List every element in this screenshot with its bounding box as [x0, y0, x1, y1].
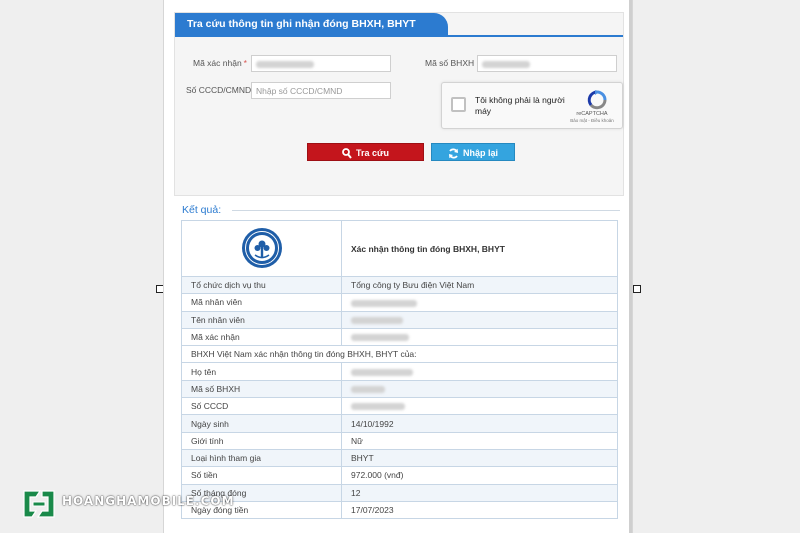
captcha-code-label: Mã xác nhận *	[193, 58, 247, 68]
lookup-page	[163, 0, 633, 533]
id-number-label: Số CCCD/CMND	[186, 85, 252, 95]
results-title: Xác nhận thông tin đóng BHXH, BHYT	[351, 243, 505, 254]
table-row	[182, 294, 618, 311]
search-icon	[342, 148, 352, 159]
row-label: Họ tên	[182, 363, 342, 380]
row-value-redacted	[342, 294, 618, 311]
row-label: Mã nhân viên	[182, 294, 342, 311]
row-label: Số CCCD	[182, 398, 342, 415]
row-label: Mã số BHXH	[182, 380, 342, 397]
results-divider	[232, 210, 620, 211]
row-value: Nữ	[342, 432, 618, 449]
id-number-input[interactable]: Nhập số CCCD/CMND	[251, 82, 391, 99]
row-value-redacted	[342, 311, 618, 328]
bhxh-number-label: Mã số BHXH	[425, 58, 475, 68]
captcha-code-input[interactable]	[251, 55, 391, 72]
recaptcha-label: Tôi không phải là người máy	[475, 95, 565, 116]
row-value: 972.000 (vnđ)	[342, 467, 618, 484]
table-row	[182, 380, 618, 397]
table-row	[182, 432, 618, 449]
table-row	[182, 449, 618, 466]
recaptcha-logo-icon	[586, 90, 608, 110]
panel-header	[175, 13, 623, 37]
table-row	[182, 363, 618, 380]
table-row	[182, 415, 618, 432]
row-value: Tổng công ty Bưu điện Việt Nam	[342, 277, 618, 294]
results-title-cell	[342, 221, 618, 277]
reset-button[interactable]	[431, 143, 515, 161]
vss-logo-icon	[241, 227, 283, 269]
results-legend: Kết quả:	[182, 204, 222, 216]
row-label: Ngày đóng tiền	[182, 501, 342, 518]
table-row	[182, 311, 618, 328]
recaptcha-checkbox[interactable]	[451, 97, 466, 112]
section-label: BHXH Việt Nam xác nhận thông tin đóng BHXH, BHYT của:	[182, 346, 618, 363]
refresh-icon	[448, 148, 459, 159]
resize-handle-right[interactable]	[633, 285, 641, 293]
table-row	[182, 501, 618, 518]
table-row	[182, 484, 618, 501]
row-value-redacted	[342, 380, 618, 397]
recaptcha-widget	[441, 82, 623, 129]
recaptcha-links[interactable]: Bảo mật - Điều khoản	[570, 118, 614, 123]
table-row	[182, 277, 618, 294]
row-value: BHYT	[342, 449, 618, 466]
row-label: Loại hình tham gia	[182, 449, 342, 466]
row-label: Tên nhân viên	[182, 311, 342, 328]
bhxh-number-input[interactable]	[477, 55, 617, 72]
search-button-label: Tra cứu	[355, 148, 390, 158]
results-header-row	[182, 221, 618, 277]
required-marker: *	[243, 58, 247, 68]
table-row	[182, 328, 618, 345]
row-label: Số tháng đóng	[182, 484, 342, 501]
results-table	[181, 220, 618, 519]
row-value-redacted	[342, 363, 618, 380]
row-value: 12	[342, 484, 618, 501]
row-value: 14/10/1992	[342, 415, 618, 432]
panel-title: Tra cứu thông tin ghi nhận đóng BHXH, BHYT	[175, 13, 448, 35]
table-row	[182, 467, 618, 484]
recaptcha-brand: reCAPTCHA	[576, 111, 608, 117]
search-panel	[174, 12, 624, 196]
reset-button-label: Nhập lại	[462, 148, 498, 158]
table-row	[182, 346, 618, 363]
row-label: Giới tính	[182, 432, 342, 449]
table-row	[182, 398, 618, 415]
results-logo-cell	[182, 221, 342, 277]
hoanghamobile-logo-icon	[20, 489, 58, 519]
row-value-redacted	[342, 398, 618, 415]
watermark-text: HOANGHAMOBILE.COM	[62, 494, 235, 508]
row-label: Tổ chức dịch vụ thu	[182, 277, 342, 294]
row-label: Mã xác nhận	[182, 328, 342, 345]
row-label: Ngày sinh	[182, 415, 342, 432]
search-button[interactable]	[307, 143, 424, 161]
row-label: Số tiền	[182, 467, 342, 484]
scrollbar[interactable]	[629, 0, 632, 533]
row-value: 17/07/2023	[342, 501, 618, 518]
row-value-redacted	[342, 328, 618, 345]
